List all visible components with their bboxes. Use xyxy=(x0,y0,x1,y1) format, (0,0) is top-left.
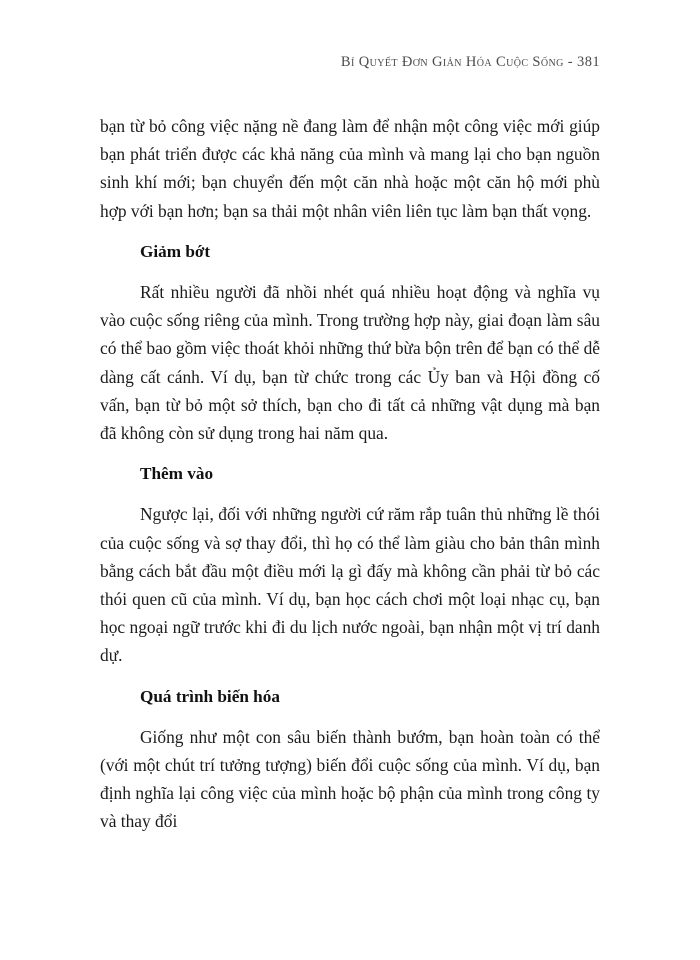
spacer xyxy=(100,488,600,500)
section-heading-qua-trinh-bien-hoa: Quá trình biến hóa xyxy=(140,686,280,706)
body-paragraph-2: Rất nhiều người đã nhồi nhét quá nhiều hoạt động và nghĩa vụ vào cuộc sống riêng của mình. Trong trường hợp này, giai đoạn làm sâu có thể bao gồm việc thoát khỏi những thứ bừa bộn trên để bạn có thể dễ dàng cất cánh. Ví dụ, bạn từ chức trong các Ủy ban và Hội đồng cố vấn, bạn từ bỏ một sở thích, bạn cho đi tất cả những vật dụng mà bạn đã không còn sử dụng trong hai năm qua. xyxy=(100,282,600,444)
section-heading-giam-bot: Giảm bớt xyxy=(140,241,211,261)
page-content xyxy=(100,112,600,836)
body-paragraph-4: Giống như một con sâu biến thành bướm, bạn hoàn toàn có thể (với một chút trí tưởng tượng) biến đổi cuộc sống của mình. Ví dụ, bạn định nghĩa lại công việc của mình hoặc bộ phận của mình trong công ty và thay đổi xyxy=(100,726,600,832)
body-paragraph-3: Ngược lại, đối với những người cứ răm rắp tuân thủ những lề thói của cuộc sống và sợ thay đổi, thì họ có thể làm giàu cho bản thân mình bằng cách bắt đầu một điều mới lạ gì đấy mà không cần phải từ bỏ các thói quen cũ của mình. Ví dụ, bạn học cách chơi một loại nhạc cụ, bạn học ngoại ngữ trước khi đi du lịch nước ngoài, bạn nhận một vị trí danh dự. xyxy=(100,504,600,666)
running-head: Bí Quyết Đơn Giản Hóa Cuộc Sống - 381 xyxy=(340,54,600,70)
body-paragraph-1: bạn từ bỏ công việc nặng nề đang làm để nhận một công việc mới giúp bạn phát triển được các khả năng của mình và mang lại cho bạn nguồn sinh khí mới; bạn chuyển đến một căn nhà hoặc một căn hộ mới phù hợp với bạn hơn; bạn sa thải một nhân viên liên tục làm bạn thất vọng. xyxy=(100,116,600,221)
spacer xyxy=(100,447,600,460)
spacer xyxy=(100,670,600,683)
spacer xyxy=(100,225,600,238)
spacer xyxy=(100,711,600,723)
spacer xyxy=(100,266,600,278)
section-heading-them-vao: Thêm vào xyxy=(140,464,214,484)
